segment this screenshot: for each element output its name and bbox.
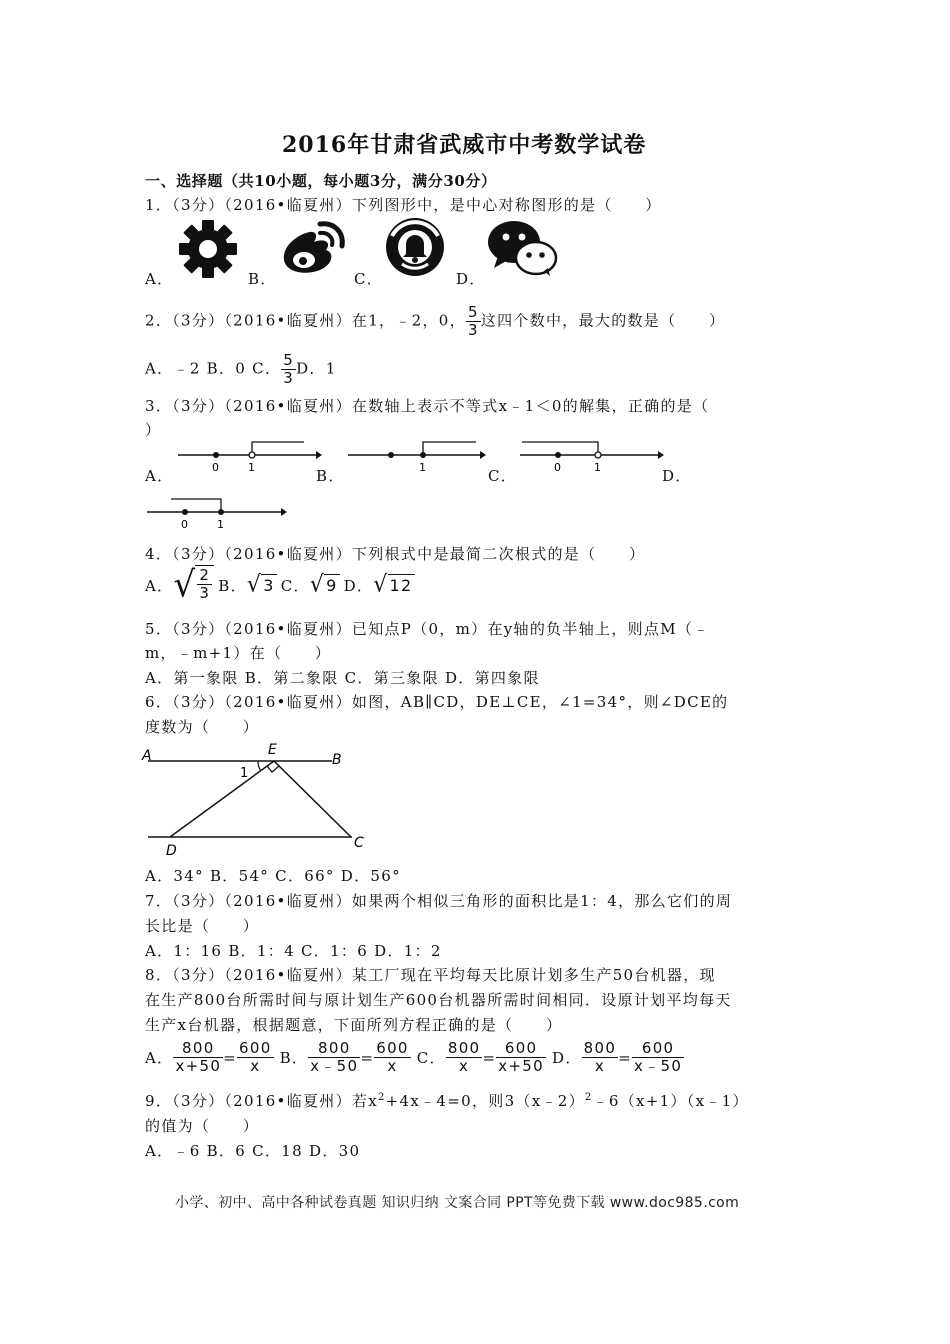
q3-label-b: B． [316, 467, 345, 485]
q3-number-line-b [346, 438, 486, 478]
q8-label-d: D． [552, 1049, 582, 1067]
tick-label-0: 0 [554, 461, 561, 474]
q8-label-a: A． [145, 1049, 174, 1067]
q2-fraction: $\frac{5}{3}$ [467, 303, 479, 339]
q2-options-ab: A．﹣2 B．0 C． [145, 359, 282, 378]
q8-stem-line1: 8．（3分）（2016•临夏州）某工厂现在平均每天比原计划多生产50台机器，现 [145, 966, 716, 984]
q1-label-a: A． [145, 270, 174, 288]
q6-geometry-figure [140, 738, 380, 860]
q4-label-c: C． [280, 576, 310, 595]
q6-options: A．34° B．54° C．66° D．56° [145, 867, 401, 885]
section-heading: 一、选择题（共10小题，每小题3分，满分30分） [145, 172, 497, 190]
q3-stem-line1: 3．（3分）（2016•临夏州）在数轴上表示不等式x﹣1＜0的解集，正确的是（ [145, 397, 710, 415]
tick-label-1: 1 [217, 518, 224, 531]
gear-icon [176, 218, 240, 280]
q2-options [145, 352, 337, 387]
q9-stem-line2: 的值为（ ） [145, 1117, 260, 1135]
tick-label-1: 1 [419, 461, 426, 474]
q4-option-c-sqrt: √ 9 [309, 571, 338, 598]
q8-label-c: C． [416, 1049, 446, 1067]
q3-label-c: C． [488, 467, 518, 485]
q5-stem-line2: m，﹣m+1）在（ ） [145, 644, 332, 662]
q8-label-b: B． [279, 1049, 309, 1067]
point-a-label: A [142, 748, 152, 764]
q4-option-b-sqrt: √ 3 [246, 571, 275, 598]
q2-option-c-fraction: $\frac{5}{3}$ [283, 351, 295, 387]
point-b-label: B [332, 752, 342, 768]
q4-label-a: A． [145, 576, 174, 595]
q4-option-a-sqrt: √ $\frac{2}{3}$ [173, 565, 214, 605]
q3-number-line-c [518, 438, 664, 478]
q2-option-d: D．1 [296, 359, 337, 378]
q3-stem-line2: ） [145, 421, 162, 439]
q2-stem-a: 2．（3分）（2016•临夏州）在1，﹣2，0， [145, 311, 466, 330]
q7-stem-line1: 7．（3分）（2016•临夏州）如果两个相似三角形的面积比是1：4，那么它们的周 [145, 892, 733, 910]
q3-label-d: D． [662, 467, 692, 485]
page-title: 2016年甘肃省武威市中考数学试卷 [282, 132, 647, 158]
q4-label-b: B． [218, 576, 247, 595]
q4-option-d-sqrt: √ 12 [373, 571, 413, 598]
q3-number-line-a [176, 438, 322, 478]
q9-options: A．﹣6 B．6 C．18 D．30 [145, 1142, 361, 1160]
bell-icon [382, 216, 448, 278]
q5-stem-line1: 5．（3分）（2016•临夏州）已知点P（0，m）在y轴的负半轴上，则点M（﹣ [145, 620, 710, 638]
q4-options [145, 565, 415, 605]
q6-stem-line1: 6．（3分）（2016•临夏州）如图，AB∥CD，DE⊥CE，∠1=34°，则∠DCE的 [145, 693, 729, 711]
q6-stem-line2: 度数为（ ） [145, 718, 260, 736]
wechat-icon [486, 218, 558, 278]
tick-label-1: 1 [248, 461, 255, 474]
tick-label-0: 0 [181, 518, 188, 531]
q7-options: A．1：16 B．1：4 C．1：6 D．1：2 [145, 942, 442, 960]
q8-options: A． $\frac{800}{x+50}$ = $\frac{600}{x}$ B． $\frac{800}{x﹣50}$ = $\frac{600}{x}$ C． $\frac{800}{x}$ = $\frac{600}{x+50}$ D． $\frac{800}{x}$ = $\frac{600}{x﹣50}$ [145, 1039, 683, 1075]
point-c-label: C [354, 835, 364, 851]
q8-stem-line3: 生产x台机器，根据题意，下面所列方程正确的是（ ） [145, 1016, 563, 1034]
weibo-icon [276, 218, 348, 280]
point-e-label: E [268, 742, 277, 758]
q4-stem: 4．（3分）（2016•临夏州）下列根式中是最简二次根式的是（ ） [145, 545, 646, 563]
tick-label-1: 1 [594, 461, 601, 474]
q1-label-d: D． [456, 270, 486, 288]
q1-label-c: C． [354, 270, 384, 288]
q1-label-b: B． [248, 270, 277, 288]
angle-1-label: 1 [240, 766, 249, 781]
point-d-label: D [166, 843, 177, 859]
q1-stem: 1．（3分）（2016•临夏州）下列图形中，是中心对称图形的是（ ） [145, 196, 662, 214]
q4-label-d: D． [343, 576, 374, 595]
q2-stem-b: 这四个数中，最大的数是（ ） [480, 311, 726, 330]
q5-options: A．第一象限 B．第二象限 C．第三象限 D．第四象限 [145, 669, 540, 687]
tick-label-0: 0 [212, 461, 219, 474]
q3-number-line-d [145, 494, 287, 534]
q9-stem-line1: 9．（3分）（2016•临夏州）若$x^2+4x﹣4=0$，则3（x﹣2）$^2$﹣6（x+1）（x﹣1） [145, 1092, 749, 1110]
page-footer: 小学、初中、高中各种试卷真题 知识归纳 文案合同 PPT等免费下载 www.doc985.com [175, 1195, 740, 1211]
q8-stem-line2: 在生产800台所需时间与原计划生产600台机器所需时间相同．设原计划平均每天 [145, 991, 732, 1009]
q2-stem [145, 304, 725, 339]
q7-stem-line2: 长比是（ ） [145, 917, 260, 935]
q3-label-a: A． [145, 467, 174, 485]
